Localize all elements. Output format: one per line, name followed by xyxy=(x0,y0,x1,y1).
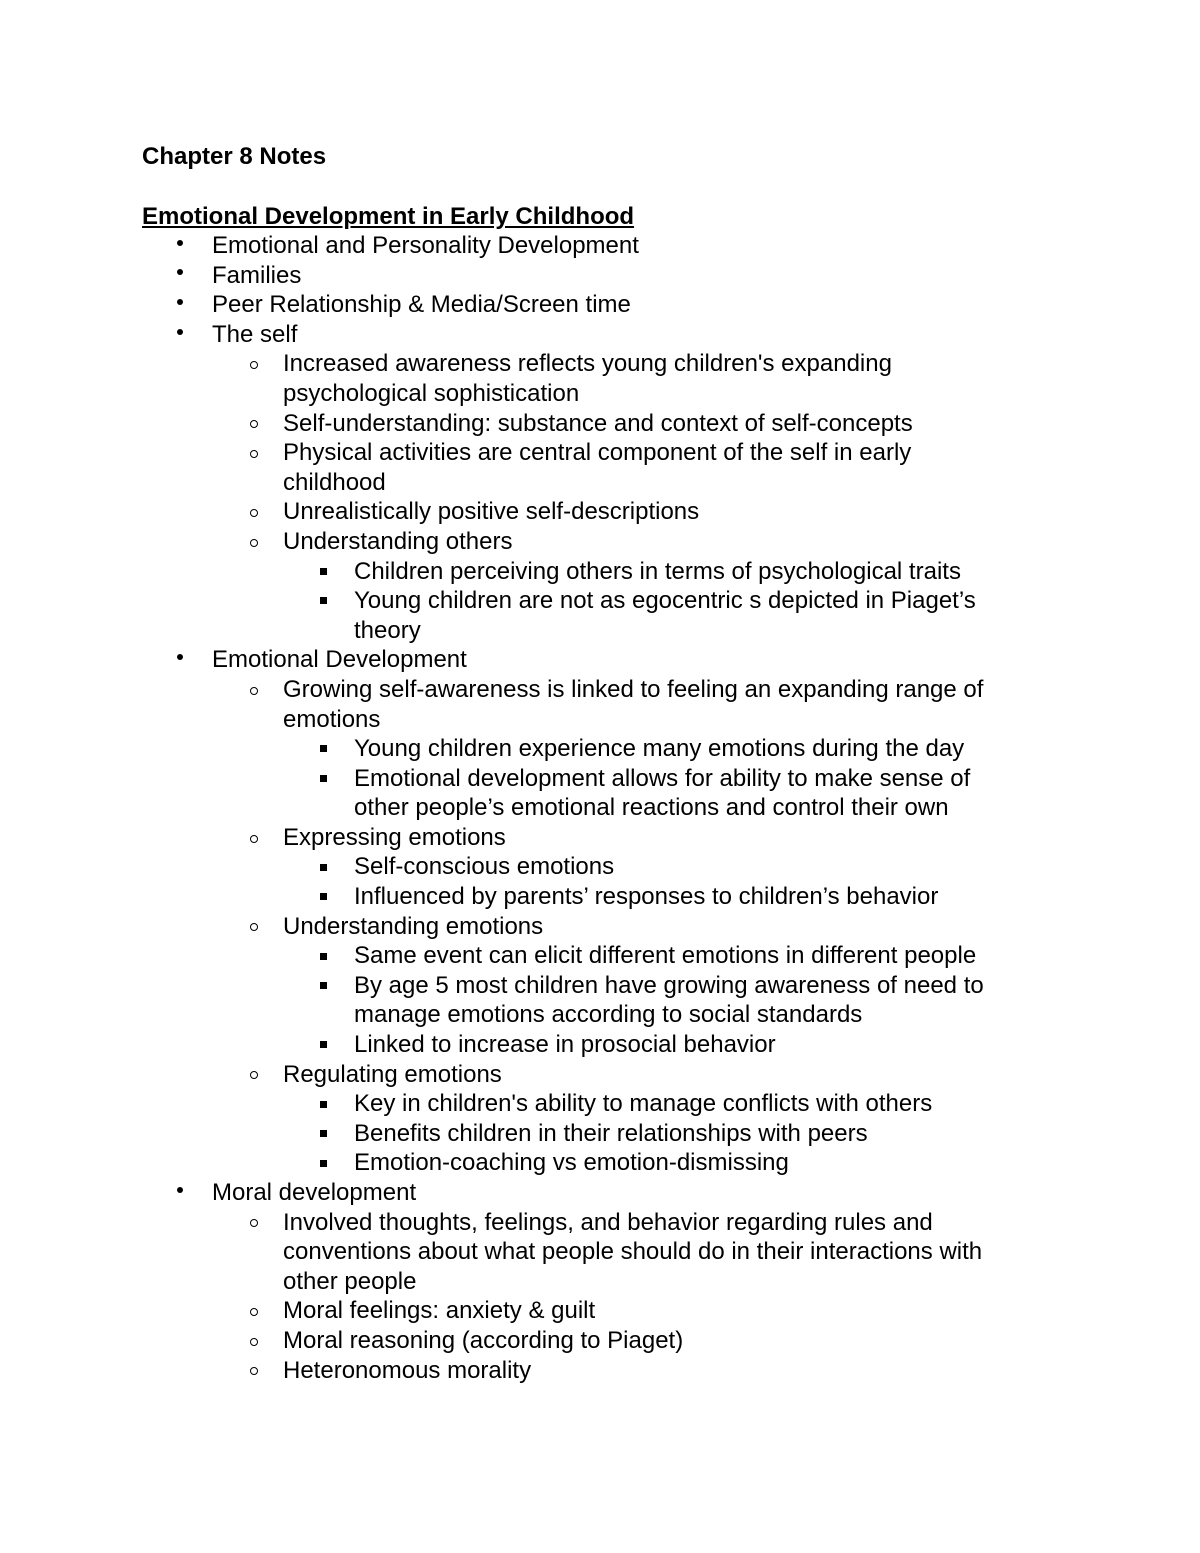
outline-item xyxy=(0,1326,1200,1356)
outline-item-text: Same event can elicit different emotions in different people xyxy=(354,942,977,970)
outline-item xyxy=(0,320,1200,350)
outline-item-continuation xyxy=(0,705,1200,735)
ring-icon xyxy=(244,1296,264,1326)
outline-item xyxy=(0,645,1200,675)
outline-item-text: Involved thoughts, feelings, and behavior regarding rules and xyxy=(283,1208,933,1236)
outline-item-text: Heteronomous morality xyxy=(283,1356,532,1384)
outline-item-text: Children perceiving others in terms of psychological traits xyxy=(354,557,961,585)
outline-item-text: Young children experience many emotions during the day xyxy=(354,735,965,763)
outline-item xyxy=(0,349,1200,379)
dot-icon xyxy=(170,231,190,261)
outline-item-text: Physical activities are central component of the self in early xyxy=(283,439,912,467)
dot-icon xyxy=(170,261,190,291)
square-icon xyxy=(313,971,333,1001)
outline-item xyxy=(0,734,1200,764)
outline-item xyxy=(0,882,1200,912)
outline-item xyxy=(0,1030,1200,1060)
outline-item xyxy=(0,1356,1200,1386)
dot-icon xyxy=(170,290,190,320)
outline-item-text: Peer Relationship & Media/Screen time xyxy=(212,291,631,319)
outline-item xyxy=(0,290,1200,320)
outline-item-text: psychological sophistication xyxy=(283,379,580,407)
outline-item xyxy=(0,1178,1200,1208)
ring-icon xyxy=(244,1356,264,1386)
square-icon xyxy=(313,734,333,764)
square-icon xyxy=(313,557,333,587)
square-icon xyxy=(313,941,333,971)
outline-item-text: other people xyxy=(283,1267,417,1295)
ring-icon xyxy=(244,409,264,439)
outline-item-text: Key in children's ability to manage conflicts with others xyxy=(354,1090,933,1118)
outline-item-text: manage emotions according to social standards xyxy=(354,1001,863,1029)
outline-item-continuation xyxy=(0,1000,1200,1030)
square-icon xyxy=(313,1119,333,1149)
dot-icon xyxy=(170,1178,190,1208)
outline-item-continuation xyxy=(0,616,1200,646)
outline-item-text: By age 5 most children have growing awareness of need to xyxy=(354,971,984,999)
outline-item xyxy=(0,527,1200,557)
outline-item-text: Moral feelings: anxiety & guilt xyxy=(283,1297,596,1325)
square-icon xyxy=(313,764,333,794)
outline-item xyxy=(0,557,1200,587)
ring-icon xyxy=(244,527,264,557)
ring-icon xyxy=(244,1326,264,1356)
outline-item xyxy=(0,261,1200,291)
outline-item-text: Influenced by parents’ responses to children’s behavior xyxy=(354,883,939,911)
outline-item xyxy=(0,1208,1200,1238)
outline-item-text: Emotional Development xyxy=(212,646,467,674)
outline-item-text: Increased awareness reflects young children's expanding xyxy=(283,350,892,378)
dot-icon xyxy=(170,320,190,350)
outline-item-text: theory xyxy=(354,616,421,644)
page-title: Chapter 8 Notes xyxy=(142,143,327,170)
outline-item xyxy=(0,912,1200,942)
outline-item-text: Emotional development allows for ability to make sense of xyxy=(354,764,971,792)
square-icon xyxy=(313,882,333,912)
outline-item-continuation xyxy=(0,1267,1200,1297)
outline-item xyxy=(0,231,1200,261)
outline-item-text: Understanding others xyxy=(283,527,513,555)
outline-item-text: Expressing emotions xyxy=(283,823,506,851)
outline-item xyxy=(0,1060,1200,1090)
outline-item-text: childhood xyxy=(283,468,386,496)
outline-item-text: Young children are not as egocentric s depicted in Piaget’s xyxy=(354,587,976,615)
outline-item xyxy=(0,586,1200,616)
outline-item-text: conventions about what people should do in their interactions with xyxy=(283,1238,983,1266)
outline-item-text: Emotion-coaching vs emotion-dismissing xyxy=(354,1149,789,1177)
notes-outline xyxy=(0,231,1200,1385)
outline-item-continuation xyxy=(0,379,1200,409)
outline-item xyxy=(0,675,1200,705)
outline-item-text: Regulating emotions xyxy=(283,1060,502,1088)
square-icon xyxy=(313,1030,333,1060)
ring-icon xyxy=(244,497,264,527)
section-heading: Emotional Development in Early Childhood xyxy=(142,203,635,230)
square-icon xyxy=(313,1148,333,1178)
outline-item-text: Moral reasoning (according to Piaget) xyxy=(283,1326,684,1354)
outline-item xyxy=(0,1296,1200,1326)
outline-item xyxy=(0,823,1200,853)
outline-item-text: Linked to increase in prosocial behavior xyxy=(354,1031,776,1059)
dot-icon xyxy=(170,645,190,675)
outline-item xyxy=(0,971,1200,1001)
outline-item xyxy=(0,764,1200,794)
outline-item-continuation xyxy=(0,793,1200,823)
outline-item xyxy=(0,1119,1200,1149)
square-icon xyxy=(313,586,333,616)
outline-item-text: Understanding emotions xyxy=(283,912,544,940)
outline-item-text: Benefits children in their relationships with peers xyxy=(354,1119,868,1147)
ring-icon xyxy=(244,823,264,853)
outline-item-text: The self xyxy=(212,320,298,348)
outline-item xyxy=(0,1089,1200,1119)
ring-icon xyxy=(244,349,264,379)
outline-item xyxy=(0,1148,1200,1178)
outline-item-continuation xyxy=(0,1237,1200,1267)
ring-icon xyxy=(244,912,264,942)
outline-item-text: Unrealistically positive self-descriptions xyxy=(283,498,700,526)
outline-item xyxy=(0,941,1200,971)
outline-item-text: Families xyxy=(212,261,302,289)
outline-item-text: other people’s emotional reactions and control their own xyxy=(354,794,949,822)
outline-item-text: Moral development xyxy=(212,1179,417,1206)
outline-item xyxy=(0,438,1200,468)
square-icon xyxy=(313,1089,333,1119)
square-icon xyxy=(313,852,333,882)
outline-item-text: Self-understanding: substance and context of self-concepts xyxy=(283,409,913,437)
outline-item xyxy=(0,497,1200,527)
outline-item xyxy=(0,852,1200,882)
outline-item-text: Emotional and Personality Development xyxy=(212,232,639,259)
outline-item-text: emotions xyxy=(283,705,381,733)
outline-item xyxy=(0,409,1200,439)
ring-icon xyxy=(244,1060,264,1090)
ring-icon xyxy=(244,438,264,468)
outline-item-text: Growing self-awareness is linked to feeling an expanding range of xyxy=(283,675,984,703)
ring-icon xyxy=(244,1208,264,1238)
outline-item-text: Self-conscious emotions xyxy=(354,853,615,881)
outline-item-continuation xyxy=(0,468,1200,498)
ring-icon xyxy=(244,675,264,705)
